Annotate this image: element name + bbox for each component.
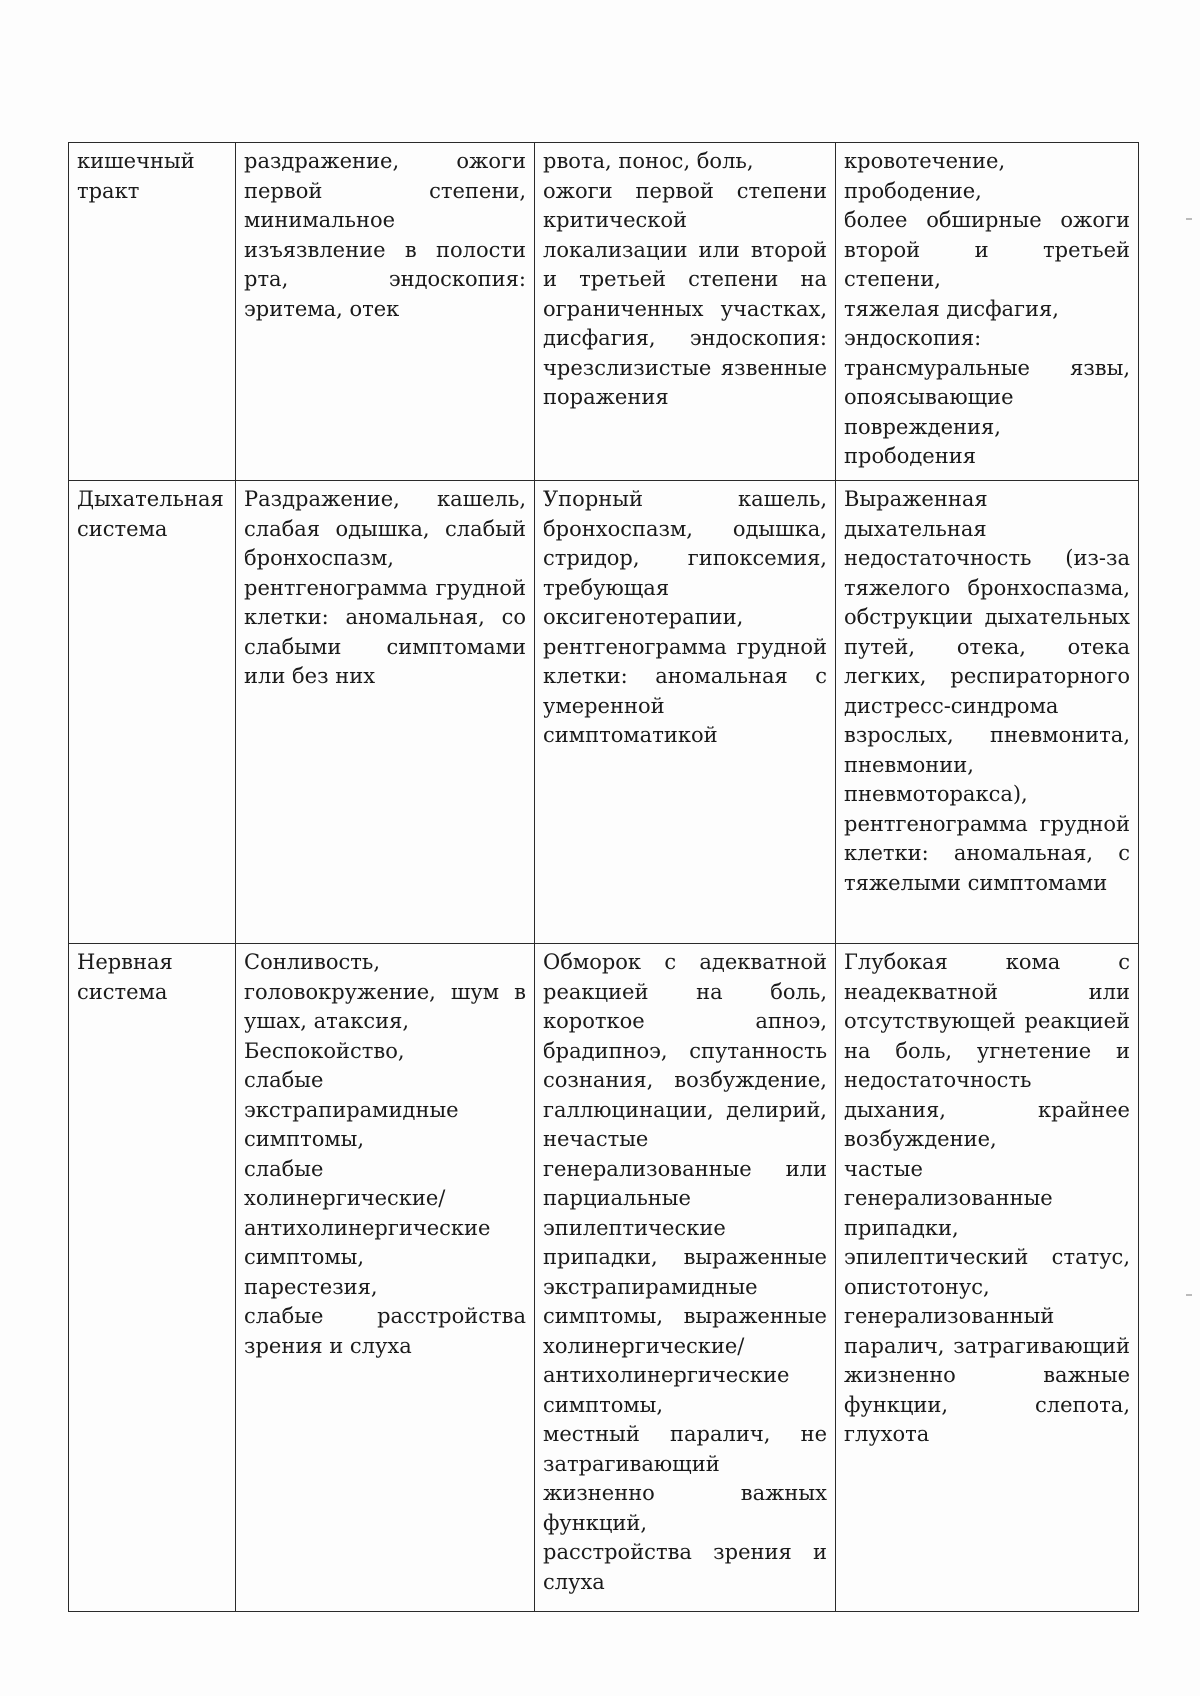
cell-text: местный паралич, не затрагивающий жизненно важных функций, — [543, 1422, 827, 1535]
table-row — [69, 143, 1139, 481]
cell-text: кровотечение, — [844, 149, 1006, 173]
cell-text: более обширные ожоги второй и третьей степени, — [844, 208, 1130, 291]
cell-text: Упорный кашель, бронхоспазм, одышка, стридор, гипоксемия, требующая оксигенотерапии, рентгенограмма грудной клетки: аномальная с умеренной симптоматикой — [543, 487, 827, 747]
cell-text: частые генерализованные припадки, — [844, 1156, 1053, 1240]
severe-severity-cell — [836, 944, 1139, 1612]
cell-text: слабые расстройства зрения и слуха — [244, 1304, 526, 1358]
cell-text: прободения — [844, 444, 976, 468]
cell-text: Обморок с адекватной реакцией на боль, короткое апноэ, брадипноэ, спутанность сознания, возбуждение, галлюцинации, делирий, нечастые генерализованные или парциальные эпилептические припадки, выраженные экстрапирамидные симптомы, выраженные холинергические/ антихолинергические симптомы, — [543, 950, 827, 1417]
cell-text: слабые холинергические/ антихолинергические симптомы, — [244, 1156, 491, 1269]
scan-artifact — [1186, 1294, 1192, 1296]
moderate-severity-cell — [535, 944, 836, 1612]
moderate-severity-cell — [535, 143, 836, 481]
cell-text: Беспокойство, — [244, 1038, 405, 1063]
minor-severity-cell — [236, 944, 535, 1612]
organ-label: Дыхательная система — [77, 487, 224, 541]
cell-text: расстройства зрения и слуха — [543, 1540, 827, 1594]
cell-text: Глубокая кома с неадекватной или отсутствующей реакцией на боль, угнетение и недостаточность дыхания, крайнее возбуждение, — [844, 950, 1130, 1151]
cell-text: эндоскопия: трансмуральные язвы, опоясывающие повреждения, — [844, 326, 1130, 439]
poisoning-severity-table — [68, 142, 1139, 1612]
cell-text: раздражение, ожоги первой степени, минимальное изъязвление в полости рта, эндоскопия: эритема, отек — [244, 149, 526, 321]
moderate-severity-cell — [535, 481, 836, 944]
organ-cell — [69, 143, 236, 481]
cell-text: эпилептический статус, опистотонус, генерализованный паралич, затрагивающий жизненно важные функции, слепота, глухота — [844, 1245, 1130, 1446]
organ-cell — [69, 944, 236, 1612]
cell-text: Выраженная дыхательная недостаточность (из-за тяжелого бронхоспазма, обструкции дыхательных путей, отека, отека легких, респираторного дистресс-синдрома взрослых, пневмонита, пневмонии, пневмоторакса), рентгенограмма грудной клетки: аномальная, с тяжелыми симптомами — [844, 487, 1130, 895]
cell-text: рвота, понос, боль, — [543, 149, 754, 173]
cell-text: Раздражение, кашель, слабая одышка, слабый бронхоспазм, рентгенограмма грудной клетки: аномальная, со слабыми симптомами или без них — [244, 487, 526, 688]
minor-severity-cell — [236, 481, 535, 944]
cell-text: Сонливость, головокружение, шум в ушах, атаксия, — [244, 950, 526, 1033]
cell-text: слабые экстрапирамидные симптомы, — [244, 1068, 459, 1151]
cell-text: парестезия, — [244, 1274, 378, 1299]
cell-text: тяжелая дисфагия, — [844, 296, 1059, 321]
scan-artifact — [1186, 218, 1192, 220]
organ-cell — [69, 481, 236, 944]
minor-severity-cell — [236, 143, 535, 481]
organ-label: кишечный тракт — [77, 149, 195, 203]
cell-text: прободение, — [844, 178, 982, 203]
cell-text: ожоги первой степени критической локализации или второй и третьей степени на ограниченных участках, дисфагия, эндоскопия: чрезслизистые язвенные поражения — [543, 178, 827, 409]
table-row — [69, 944, 1139, 1612]
severe-severity-cell — [836, 481, 1139, 944]
organ-label: Нервная система — [77, 950, 173, 1004]
severe-severity-cell — [836, 143, 1139, 481]
table-row — [69, 481, 1139, 944]
